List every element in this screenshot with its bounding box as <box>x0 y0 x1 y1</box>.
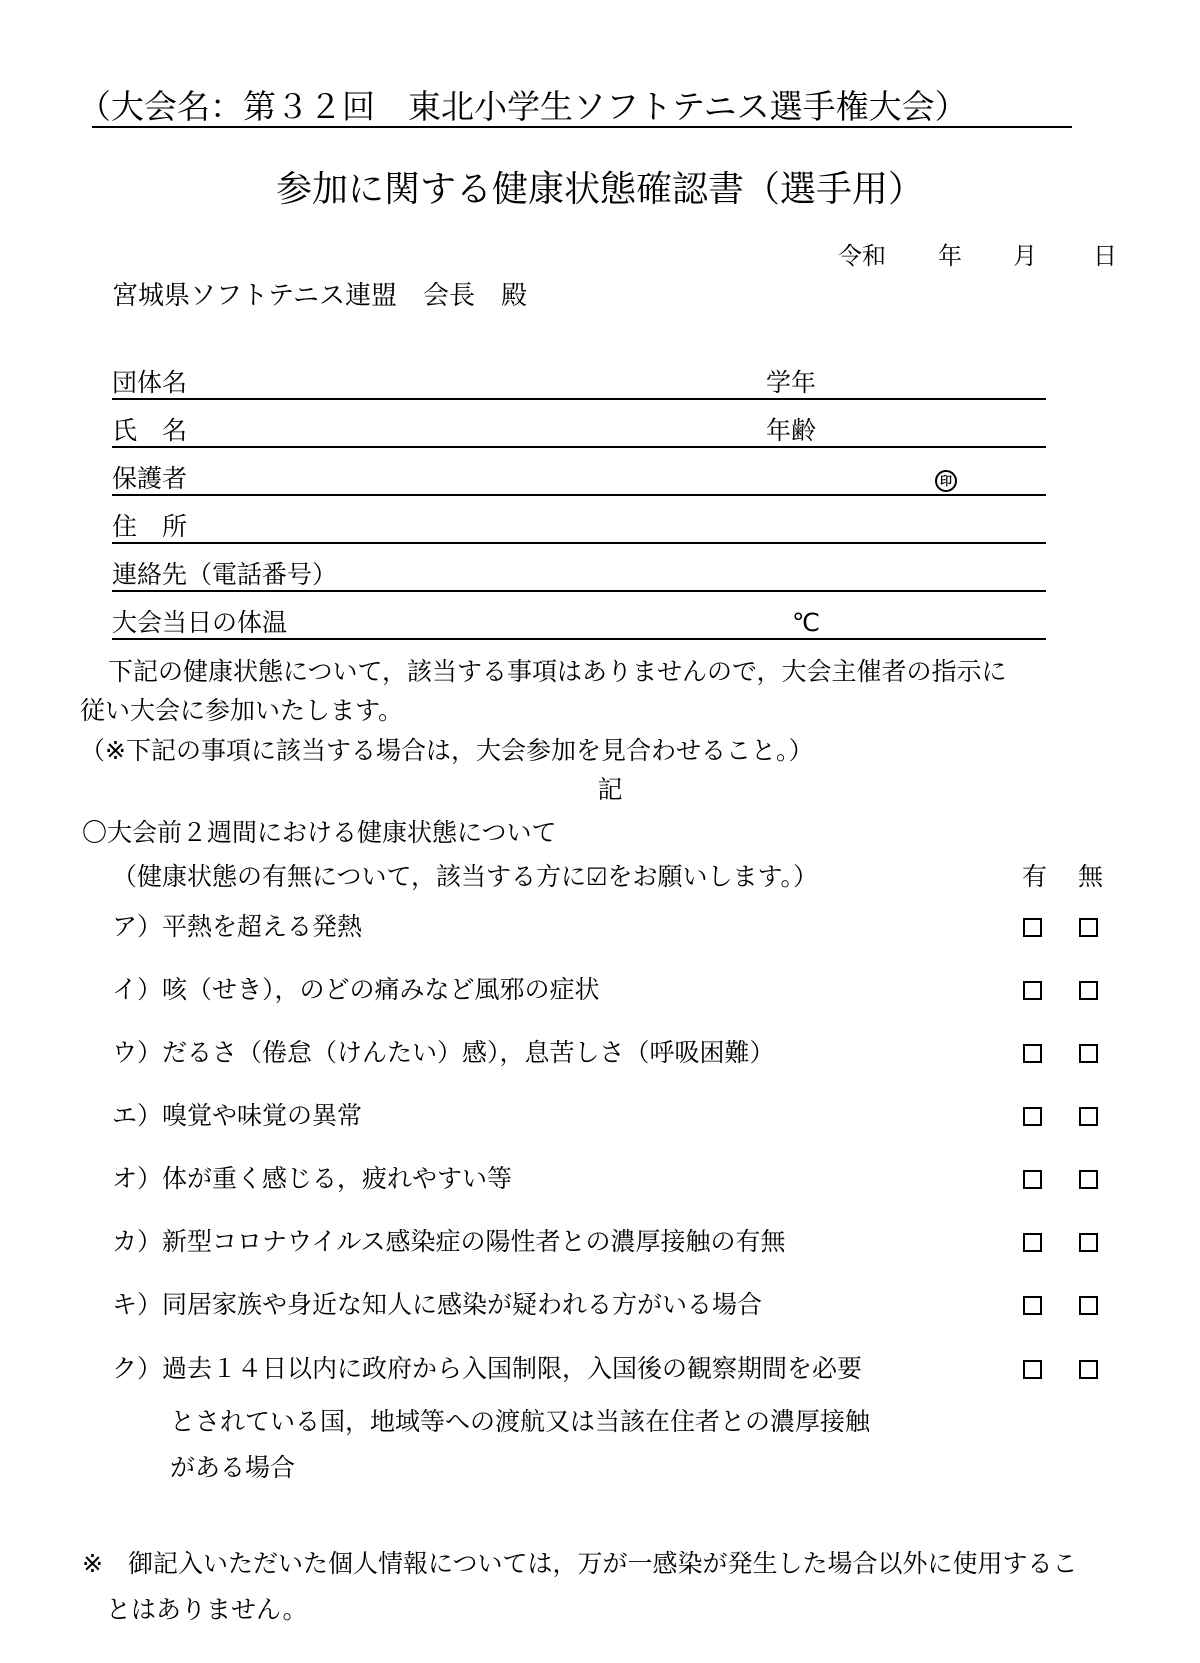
item-ku-yes-checkbox[interactable] <box>1023 1360 1042 1379</box>
temperature-unit: ℃ <box>792 608 821 637</box>
date-month-label: 月 <box>1013 242 1037 270</box>
item-u-no-checkbox[interactable] <box>1079 1044 1098 1063</box>
instruction-text-before: （健康状態の有無について，該当する方に <box>112 862 587 891</box>
item-e-yes-checkbox[interactable] <box>1023 1107 1042 1126</box>
contact-label: 連絡先（電話番号） <box>112 560 338 589</box>
addressee: 宮城県ソフトテニス連盟 会長 殿 <box>112 281 527 311</box>
health-item-i: イ）咳（せき），のどの痛みなど風邪の症状 <box>112 975 600 1004</box>
guardian-label: 保護者 <box>112 464 188 493</box>
age-label: 年齢 <box>766 416 817 445</box>
event-title: （大会名：第３２回 東北小学生ソフトテニス選手権大会） <box>78 87 968 126</box>
item-i-no-checkbox[interactable] <box>1079 981 1098 1000</box>
instruction-text-after: をお願いします。） <box>607 862 819 891</box>
name-label: 氏 名 <box>112 416 188 445</box>
health-item-ku-line-2: とされている国，地域等への渡航又は当該在住者との濃厚接触 <box>170 1407 871 1436</box>
yes-column-header: 有 <box>1022 862 1048 891</box>
item-i-yes-checkbox[interactable] <box>1023 981 1042 1000</box>
date-day-label: 日 <box>1093 242 1117 270</box>
declaration-note: （※下記の事項に該当する場合は，大会参加を見合わせること。） <box>80 736 814 765</box>
item-u-yes-checkbox[interactable] <box>1023 1044 1042 1063</box>
organization-label: 団体名 <box>112 368 188 397</box>
ki-heading: 記 <box>597 775 623 804</box>
item-e-no-checkbox[interactable] <box>1079 1107 1098 1126</box>
item-o-yes-checkbox[interactable] <box>1023 1170 1042 1189</box>
item-ka-yes-checkbox[interactable] <box>1023 1233 1042 1252</box>
health-heading: 〇大会前２週間における健康状態について <box>82 818 557 847</box>
no-column-header: 無 <box>1078 862 1104 891</box>
grade-label: 学年 <box>766 368 817 397</box>
checked-box-icon: ☑ <box>586 863 608 891</box>
health-item-a: ア）平熱を超える発熱 <box>112 912 363 941</box>
health-item-e: エ）嗅覚や味覚の異常 <box>112 1101 363 1130</box>
item-ka-no-checkbox[interactable] <box>1079 1233 1098 1252</box>
seal-icon: 印 <box>935 470 957 492</box>
privacy-note-line-1: ※ 御記入いただいた個人情報については，万が一感染が発生した場合以外に使用するこ <box>82 1549 1078 1578</box>
health-item-o: オ）体が重く感じる，疲れやすい等 <box>112 1164 513 1193</box>
health-item-ka: カ）新型コロナウイルス感染症の陽性者との濃厚接触の有無 <box>112 1227 786 1256</box>
organization-grade-field-line[interactable] <box>112 398 1046 400</box>
date-era: 令和 <box>838 242 886 270</box>
item-ki-no-checkbox[interactable] <box>1079 1296 1098 1315</box>
declaration-line-1: 下記の健康状態について，該当する事項はありませんので，大会主催者の指示に <box>108 657 1007 686</box>
item-ku-no-checkbox[interactable] <box>1079 1360 1098 1379</box>
date-year-label: 年 <box>938 242 962 270</box>
declaration-line-2: 従い大会に参加いたします。 <box>80 696 404 725</box>
temperature-field-line[interactable] <box>112 638 1046 640</box>
item-ki-yes-checkbox[interactable] <box>1023 1296 1042 1315</box>
contact-field-line[interactable] <box>112 590 1046 592</box>
item-o-no-checkbox[interactable] <box>1079 1170 1098 1189</box>
address-field-line[interactable] <box>112 542 1046 544</box>
address-label: 住 所 <box>112 512 188 541</box>
health-item-ki: キ）同居家族や身近な知人に感染が疑われる方がいる場合 <box>112 1290 763 1319</box>
health-item-ku: ク）過去１４日以内に政府から入国制限，入国後の観察期間を必要 <box>112 1354 863 1383</box>
item-a-no-checkbox[interactable] <box>1079 918 1098 937</box>
item-a-yes-checkbox[interactable] <box>1023 918 1042 937</box>
health-instruction <box>112 860 818 894</box>
privacy-note-line-2: とはありません。 <box>106 1595 308 1624</box>
document-title: 参加に関する健康状態確認書（選手用） <box>275 169 924 210</box>
guardian-field-line[interactable] <box>112 494 1046 496</box>
temperature-label: 大会当日の体温 <box>112 608 288 637</box>
health-item-ku-line-3: がある場合 <box>170 1453 296 1482</box>
health-item-u: ウ）だるさ（倦怠（けんたい）感），息苦しさ（呼吸困難） <box>112 1038 775 1067</box>
event-title-underline <box>92 126 1072 128</box>
name-age-field-line[interactable] <box>112 446 1046 448</box>
